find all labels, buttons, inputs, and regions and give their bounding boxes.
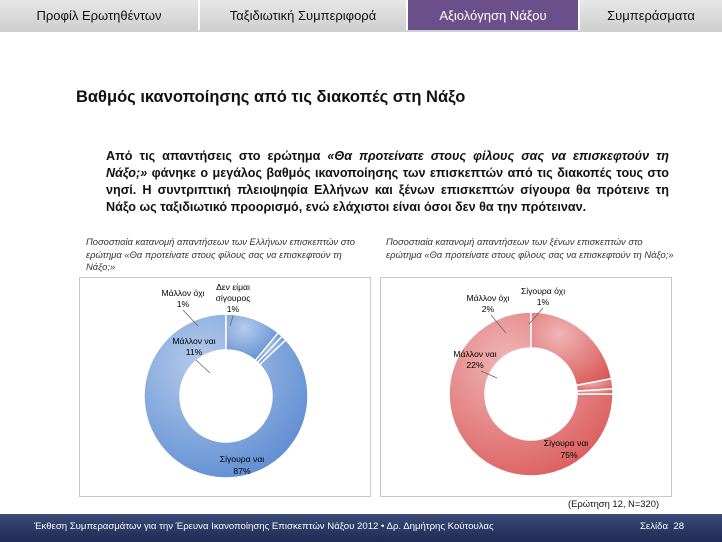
- donut-chart-greek: [80, 278, 372, 498]
- slice-foreign-probably-yes: [531, 312, 612, 385]
- footer-slide-number: 28: [673, 521, 685, 532]
- label-foreign-probably-yes: Μάλλον ναι: [453, 349, 497, 359]
- tab-divider: [0, 30, 722, 32]
- value-greek-not-sure: 1%: [226, 304, 240, 314]
- leader-line-greek-1: [196, 360, 210, 373]
- label-greek-probably-yes: Μάλλον ναι: [172, 336, 216, 346]
- value-greek-sure-yes: 87%: [233, 466, 251, 476]
- label-greek-not-sure-1: Δεν είμαι: [216, 282, 250, 292]
- footer-bar: [0, 514, 722, 542]
- value-foreign-probably-no: 2%: [481, 304, 495, 314]
- label-foreign-sure-no: Σίγουρα όχι: [520, 286, 566, 296]
- summary-paragraph: [106, 148, 669, 216]
- value-foreign-probably-yes: 22%: [466, 360, 484, 370]
- tab-naxos-evaluation[interactable]: Αξιολόγηση Νάξου: [408, 0, 580, 30]
- label-greek-probably-no: Μάλλον όχι: [161, 288, 205, 298]
- tab-travel-behavior[interactable]: Ταξιδιωτική Συμπεριφορά: [200, 0, 408, 30]
- footer-report-title: Έκθεση Συμπερασμάτων για την Έρευνα Ικανοποίησης Επισκεπτών Νάξου 2012 • Δρ. Δημήτρης Κούτουλας: [34, 521, 494, 532]
- footer-page-number: [640, 521, 684, 532]
- page-title: Βαθμός ικανοποίησης από τις διακοπές στη Νάξο: [76, 88, 466, 106]
- chart-caption-foreign: Ποσοστιαία κατανομή απαντήσεων των ξένων επισκεπτών στο ερώτημα «Θα προτείνατε στους φίλους σας να επισκεφτούν τη Νάξο;»: [386, 236, 674, 260]
- value-foreign-sure-no: 1%: [536, 297, 550, 307]
- label-greek-sure-yes: Σίγουρα ναι: [219, 454, 265, 464]
- donut-chart-foreign: [381, 278, 673, 498]
- summary-question: «Θα προτείνατε στους φίλους σας να επισκεφτούν τη Νάξο;»: [106, 149, 669, 180]
- chart-box-greek: [79, 277, 371, 497]
- chart-caption-greek: Ποσοστιαία κατανομή απαντήσεων των Ελλήνων επισκεπτών στο ερώτημα «Θα προτείνατε στους φίλους σας να επισκεφτούν τη Νάξο;»: [86, 236, 355, 272]
- chart-box-foreign: [380, 277, 672, 497]
- tab-respondent-profile[interactable]: Προφίλ Ερωτηθέντων: [0, 0, 200, 30]
- footer-slide-label: Σελίδα: [640, 521, 669, 532]
- value-foreign-sure-yes: 75%: [560, 450, 578, 460]
- label-foreign-sure-yes: Σίγουρα ναι: [543, 438, 589, 448]
- label-foreign-probably-no: Μάλλον όχι: [466, 293, 510, 303]
- value-greek-probably-no: 1%: [176, 299, 190, 309]
- value-greek-probably-yes: 11%: [185, 347, 203, 357]
- question-note: (Ερώτηση 12, Ν=320): [568, 498, 660, 509]
- label-greek-not-sure-2: σίγουρος: [215, 293, 251, 303]
- summary-part-2: φάνηκε ο μεγάλος βαθμός ικανοποίησης των επισκεπτών από τις διακοπές τους στο νησί. Η συντριπτική πλειοψηφία Ελλήνων και ξένων επισκεπτών σίγουρα θα πρότεινε τη Νάξο ως ταξιδιωτικό προορισμό, ενώ ελάχιστοι είναι όσοι δεν θα την πρότειναν.: [106, 166, 669, 214]
- summary-part-1: Από τις απαντήσεις στο ερώτημα: [106, 149, 328, 163]
- tab-conclusions[interactable]: Συμπεράσματα: [580, 0, 722, 30]
- section-tabs: [0, 0, 722, 30]
